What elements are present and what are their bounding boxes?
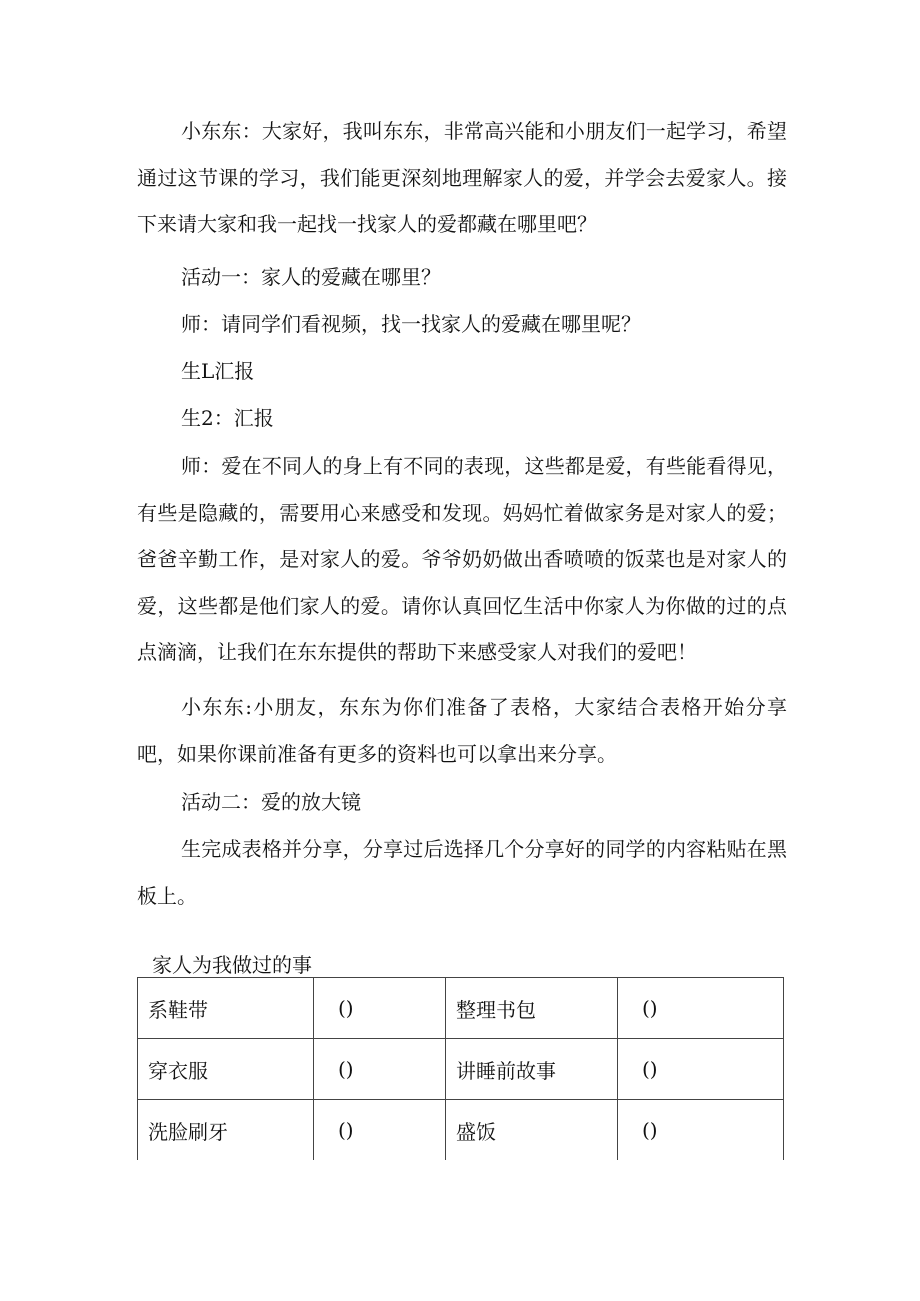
table-cell-mark: () bbox=[314, 1100, 446, 1161]
table-caption: 家人为我做过的事 bbox=[152, 953, 312, 977]
table-cell-item: 洗脸刷牙 bbox=[138, 1100, 314, 1161]
table-cell-item: 盛饭 bbox=[446, 1100, 618, 1161]
paragraph-teacher-explanation: 师：爱在不同人的身上有不同的表现，这些都是爱，有些能看得见，有些是隐藏的，需要用心来感受和发现。妈妈忙着做家务是对家人的爱；爸爸辛勤工作，是对家人的爱。爷爷奶奶做出香喷喷的饭菜也是对家人的爱，这些都是他们家人的爱。请你认真回忆生活中你家人为你做的过的点点滴滴，让我们在东东提供的帮助下来感受家人对我们的爱吧！ bbox=[137, 454, 787, 664]
table-cell-item: 穿衣服 bbox=[138, 1039, 314, 1100]
table-cell-mark: () bbox=[618, 1100, 784, 1161]
table-row bbox=[138, 978, 784, 1039]
table-cell-mark: () bbox=[618, 1039, 784, 1100]
table-cell-item: 系鞋带 bbox=[138, 978, 314, 1039]
heading-activity-two: 活动二：爱的放大镜 bbox=[181, 790, 361, 814]
paragraph-student-1: 生L汇报 bbox=[181, 359, 255, 383]
table-row bbox=[138, 1100, 784, 1161]
table-cell-mark: () bbox=[314, 978, 446, 1039]
table-cell-mark: () bbox=[618, 978, 784, 1039]
table-cell-item: 讲睡前故事 bbox=[446, 1039, 618, 1100]
paragraph-dongdong-intro: 小东东：大家好，我叫东东，非常高兴能和小朋友们一起学习，希望通过这节课的学习，我们能更深刻地理解家人的爱，并学会去爱家人。接下来请大家和我一起找一找家人的爱都藏在哪里吧？ bbox=[137, 119, 787, 236]
paragraph-student-2: 生2：汇报 bbox=[181, 406, 274, 430]
family-deeds-table bbox=[137, 977, 784, 1160]
paragraph-student-complete: 生完成表格并分享，分享过后选择几个分享好的同学的内容粘贴在黑板上。 bbox=[137, 837, 787, 908]
table-cell-item: 整理书包 bbox=[446, 978, 618, 1039]
paragraph-teacher-prompt: 师：请同学们看视频，找一找家人的爱藏在哪里呢？ bbox=[181, 312, 641, 336]
table-row bbox=[138, 1039, 784, 1100]
paragraph-dongdong-table: 小东东:小朋友，东东为你们准备了表格，大家结合表格开始分享吧，如果你课前准备有更多的资料也可以拿出来分享。 bbox=[137, 695, 787, 766]
heading-activity-one: 活动一：家人的爱藏在哪里？ bbox=[181, 265, 441, 289]
table-cell-mark: () bbox=[314, 1039, 446, 1100]
